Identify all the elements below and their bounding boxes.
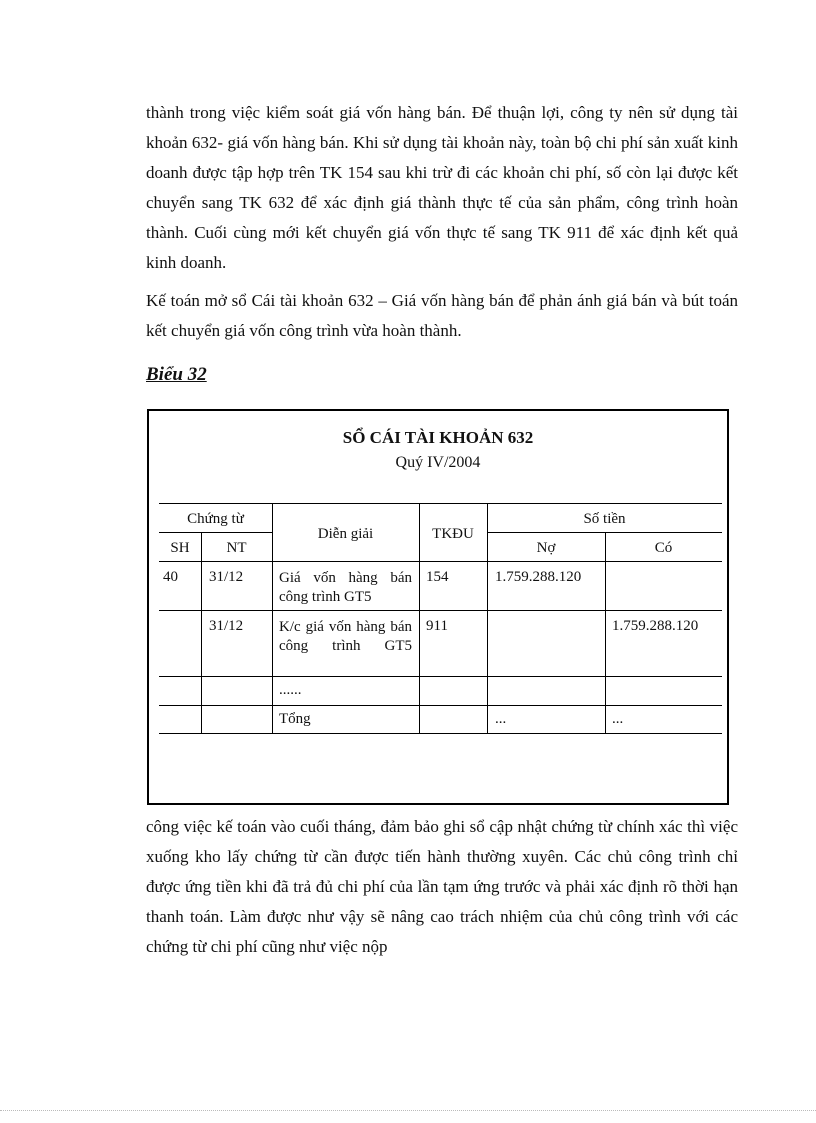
vline-tkdu-no	[487, 503, 488, 733]
ledger-box	[147, 409, 729, 805]
rule-row2	[159, 676, 722, 677]
paragraph-cong-viec: công việc kế toán vào cuối tháng, đảm bảo ghi sổ cập nhật chứng từ chính xác thì việc xuống kho lấy chứng từ cần được tiến hành thường xuyên. Các chủ công trình chỉ được ứng tiền khi đã trả đủ chi phí của lần tạm ứng trước và phải xác định rõ thời hạn thanh toán. Làm được như vậy sẽ nâng cao trách nhiệm của chủ công trình với các chứng từ chi phí cũng như việc nộp	[146, 817, 738, 956]
paragraph-gia-von: thành trong việc kiểm soát giá vốn hàng bán. Để thuận lợi, công ty nên sử dụng tài khoản 632- giá vốn hàng bán. Khi sử dụng tài khoản này, toàn bộ chi phí sản xuất kinh doanh được tập hợp trên TK 154 sau khi trừ đi các khoản chi phí, số còn lại được kết chuyển sang TK 632 để xác định giá thành thực tế của sản phẩm, công trình hoàn thành. Cuối cùng mới kết chuyển giá vốn thực tế sang TK 911 để xác định kết quả kinh doanh.	[146, 103, 738, 272]
header-nt: NT	[226, 540, 247, 556]
ledger-title: SỔ CÁI TÀI KHOẢN 632	[342, 428, 534, 447]
row1-no: 1.759.288.120	[495, 569, 582, 585]
rule-chung-tu	[159, 532, 272, 533]
row1-dien-giai: Giá vốn hàng bán công trình GT5	[279, 570, 412, 605]
header-no: Nợ	[536, 540, 556, 556]
header-so-tien: Số tiền	[583, 511, 626, 527]
row2-dien-giai: K/c giá vốn hàng bán công trình GT5	[279, 619, 412, 654]
table-top-border	[159, 503, 722, 504]
row3-dien-giai: ......	[279, 682, 302, 698]
vline-no-co	[605, 532, 606, 733]
row2-tkdu: 911	[426, 618, 448, 634]
header-dien-giai: Diễn giải	[317, 526, 374, 542]
page-bottom-dotted-rule	[0, 1110, 816, 1111]
row1-sh: 40	[163, 569, 178, 585]
row4-dien-giai: Tổng	[279, 711, 311, 727]
header-sh: SH	[170, 540, 190, 556]
row4-co: ...	[612, 711, 624, 727]
figure-heading: Biểu 32	[146, 364, 207, 385]
row4-no: ...	[495, 711, 507, 727]
row1-nt: 31/12	[209, 569, 244, 585]
ledger-subtitle: Quý IV/2004	[395, 454, 481, 471]
header-tkdu: TKĐU	[432, 526, 474, 542]
vline-sh-nt	[201, 532, 202, 733]
rule-row1	[159, 610, 722, 611]
header-chung-tu: Chứng từ	[187, 511, 244, 527]
rule-header-bottom	[159, 561, 722, 562]
paragraph-so-cai: Kế toán mở sổ Cái tài khoản 632 – Giá vốn hàng bán để phản ánh giá bán và bút toán kết chuyển giá vốn công trình vừa hoàn thành.	[146, 291, 738, 340]
header-co: Có	[654, 540, 673, 556]
rule-row3	[159, 705, 722, 706]
row2-nt: 31/12	[209, 618, 244, 634]
row2-co: 1.759.288.120	[612, 618, 699, 634]
row1-tkdu: 154	[426, 569, 449, 585]
rule-row4	[159, 733, 722, 734]
